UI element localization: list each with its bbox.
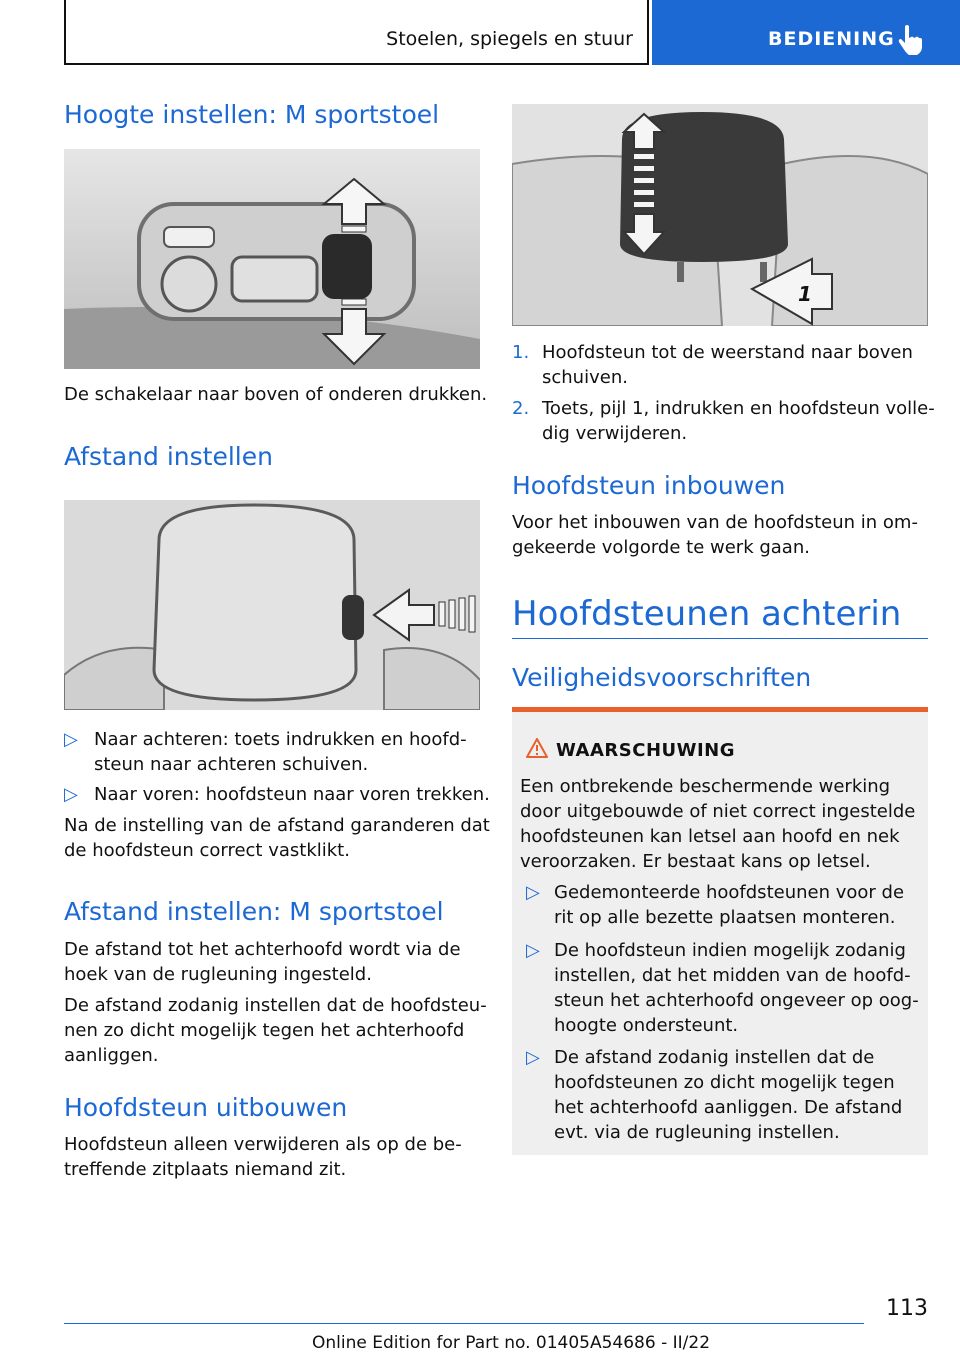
- page-number: 113: [886, 1296, 928, 1321]
- heading-safety: Veiligheidsvoorschriften: [512, 663, 812, 692]
- warning-box: WAARSCHUWING Een ontbrekende beschermende werking door uitgebouwde of niet correct ingestelde hoofdsteunen kan letsel aan hoofd en nek veroorzaken. Er bestaat kans op letsel. ▷ Gedemonteerde hoofdsteunen voor de rit op alle bezette plaatsen monteren. ▷ De hoofdsteun indien mogelijk zodanig instellen, dat het midden van de hoofd- steun het achterhoofd ongeveer op oog- hoogte ondersteunt. ▷ De afstand zodanig instellen dat de hoofdsteunen zo dicht mogelijk tegen het achterhoofd aanliggen. De afstand evt. via de rugleuning instellen.: [512, 707, 928, 1155]
- figure-headrest-removal: [512, 104, 928, 326]
- heading-rule: [512, 638, 928, 639]
- footer-edition: Online Edition for Part no. 01405A54686 - II/22: [312, 1333, 711, 1353]
- header-chapter-tab[interactable]: [652, 0, 960, 65]
- bullet-marker: ▷: [526, 1047, 540, 1068]
- paragraph-remove: Hoofdsteun alleen verwijderen als op de be- treffende zitplaats niemand zit.: [64, 1134, 462, 1180]
- step-number: 1.: [512, 342, 530, 363]
- warning-triangle-icon: [526, 738, 548, 758]
- footer-rule: [64, 1323, 864, 1324]
- heading-distance-m-sport: Afstand instellen: M sportstoel: [64, 897, 444, 926]
- figure-headrest-distance: [64, 500, 480, 710]
- heading-rear-headrests: Hoofdsteunen achterin: [512, 594, 902, 634]
- bullet-marker: ▷: [526, 882, 540, 903]
- paragraph-after-bullets: Na de instelling van de afstand garanderen dat de hoofdsteun correct vastklikt.: [64, 815, 490, 861]
- paragraph-distance-m-1: De afstand tot het achterhoofd wordt via de hoek van de rugleuning ingesteld.: [64, 939, 461, 985]
- heading-distance: Afstand instellen: [64, 442, 273, 471]
- heading-install: Hoofdsteun inbouwen: [512, 471, 786, 500]
- warning-text: Een ontbrekende beschermende werking door uitgebouwde of niet correct ingestelde hoofdsteunen kan letsel aan hoofd en nek veroorzaken. Er bestaat kans op letsel.: [520, 776, 916, 872]
- caption-switch: De schakelaar naar boven of onderen drukken.: [64, 384, 488, 405]
- heading-remove: Hoofdsteun uitbouwen: [64, 1093, 348, 1122]
- seat-switch-illustration: [64, 149, 480, 369]
- header-section-box: [64, 0, 649, 65]
- figure-callout-label: 1: [798, 282, 812, 306]
- paragraph-install: Voor het inbouwen van de hoofdsteun in om- gekeerde volgorde te werk gaan.: [512, 512, 918, 558]
- heading-height-m-sport: Hoogte instellen: M sportstoel: [64, 100, 440, 129]
- paragraph-distance-m-2: De afstand zodanig instellen dat de hoofdsteu- nen zo dicht mogelijk tegen het achterhoofd aanliggen.: [64, 995, 487, 1066]
- header-chapter-label: BEDIENING: [768, 28, 895, 50]
- step-number: 2.: [512, 398, 530, 419]
- pointing-hand-icon: [896, 24, 924, 56]
- figure-seat-switch: [64, 149, 480, 369]
- warning-title: WAARSCHUWING: [556, 740, 736, 761]
- headrest-removal-illustration: [512, 104, 928, 326]
- headrest-distance-illustration: [64, 500, 480, 710]
- bullet-marker: ▷: [64, 729, 78, 750]
- header-section-title: Stoelen, spiegels en stuur: [386, 28, 633, 50]
- bullet-marker: ▷: [64, 784, 78, 805]
- bullet-marker: ▷: [526, 940, 540, 961]
